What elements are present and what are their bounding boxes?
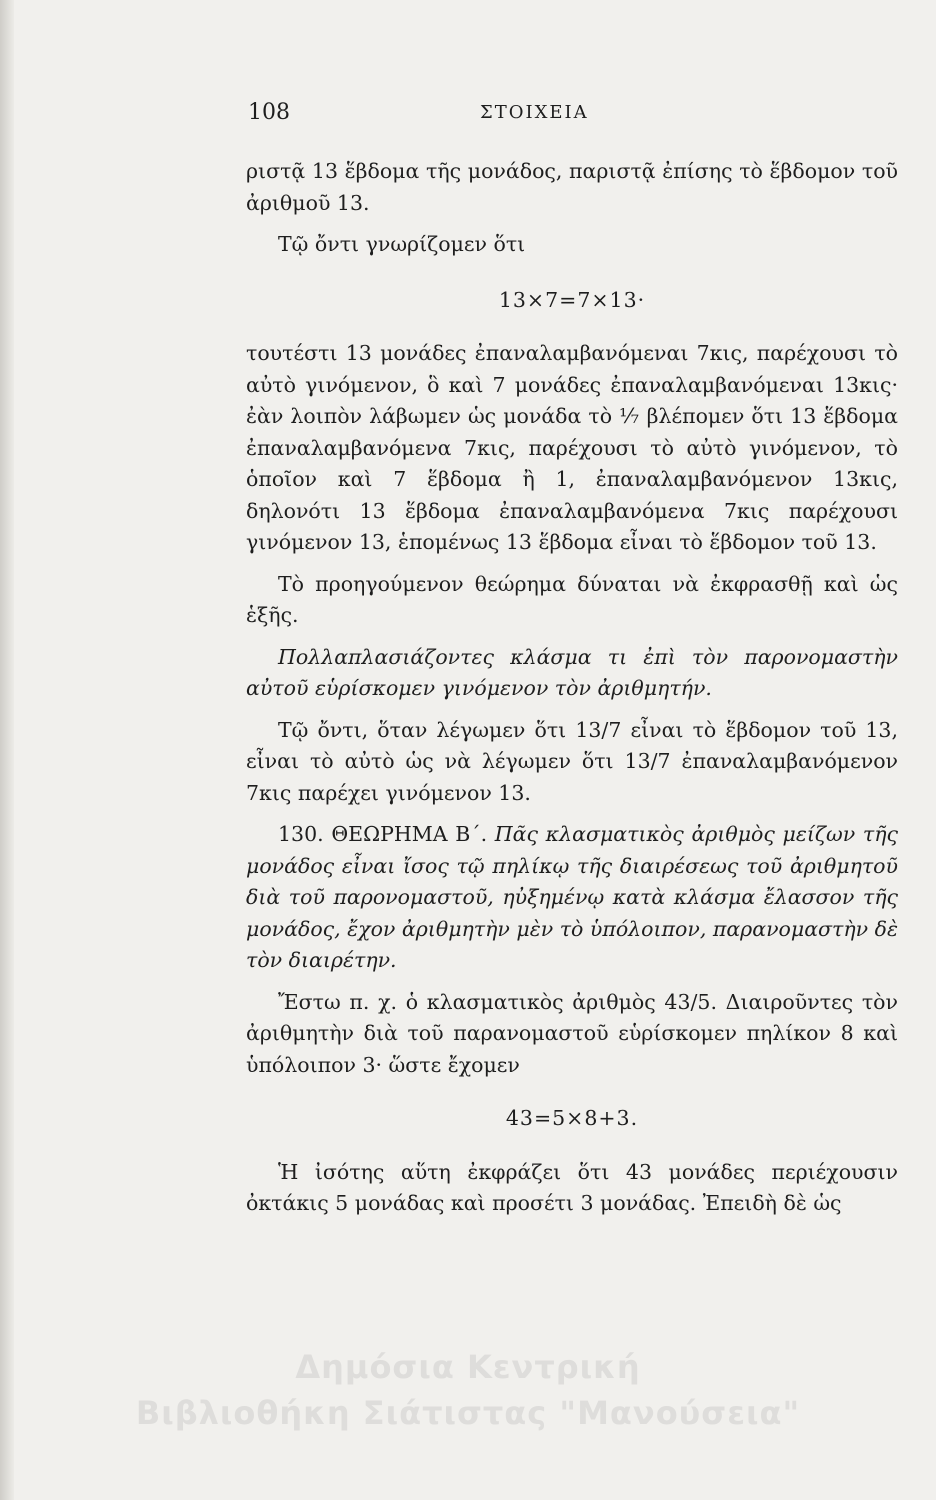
- library-watermark-line-2: Βιβλιοθήκη Σιάτιστας "Μανούσεια": [135, 1394, 801, 1432]
- paragraph-continuation: ριστᾷ 13 ἕβδομα τῆς μονάδος, παριστᾷ ἐπίσης τὸ ἕβδομον τοῦ ἀριθμοῦ 13.: [246, 159, 898, 215]
- library-watermark-line-1: Δημόσια Κεντρική: [295, 1348, 641, 1386]
- paragraph-conclusion: Ἡ ἰσότης αὕτη ἐκφράζει ὅτι 43 μονάδες περιέχουσιν ὀκτάκις 5 μονάδας καὶ προσέτι 3 μονάδας. Ἐπειδὴ δὲ ὡς: [246, 1159, 898, 1215]
- page-number: 108: [248, 100, 290, 125]
- paragraph-proof: Τῷ ὄντι, ὅταν λέγωμεν ὅτι 13/7 εἶναι τὸ ἕβδομον τοῦ 13, εἶναι τὸ αὐτὸ ὡς νὰ λέγωμεν ὅτι 13/7 ἐπαναλαμβανόμενον 7κις παρέχει γινόμενον 13.: [246, 717, 898, 805]
- paragraph-restatement: Τὸ προηγούμενον θεώρημα δύναται νὰ ἐκφρασθῇ καὶ ὡς ἑξῆς.: [246, 571, 898, 627]
- page-body: [246, 156, 898, 1220]
- page-header: [248, 86, 898, 126]
- equation-2: 43=5×8+3.: [505, 1106, 639, 1130]
- paragraph-intro: Τῷ ὄντι γνωρίζομεν ὅτι: [278, 232, 526, 256]
- theorem-block: [246, 819, 898, 977]
- paragraph-explanation: τουτέστι 13 μονάδες ἐπαναλαμβανόμεναι 7κις, παρέχουσι τὸ αὐτὸ γινόμενον, ὃ καὶ 7 μονάδες ἐπαναλαμβανόμεναι 13κις· ἐὰν λοιπὸν λάβωμεν ὡς μονάδα τὸ ⅐ βλέπομεν ὅτι 13 ἕβδομα ἐπαναλαμβανόμενα 7κις, παρέχουσι τὸ αὐτὸ γινόμενον, τὸ ὁποῖον καὶ 7 ἕβδομα ἢ 1, ἐπαναλαμβανόμενον 13κις, δηλονότι 13 ἕβδομα ἐπαναλαμβανόμενα 7κις παρέχουσι γινόμενον 13, ἑπομένως 13 ἕβδομα εἶναι τὸ ἕβδομον τοῦ 13.: [246, 341, 898, 554]
- theorem-label: 130. ΘΕΩΡΗΜΑ Β΄.: [278, 822, 488, 846]
- page-edge: [0, 0, 14, 1500]
- equation-1: 13×7=7×13·: [498, 287, 646, 312]
- paragraph-example: Ἔστω π. χ. ὁ κλασματικὸς ἀριθμὸς 43/5. Διαιροῦντες τὸν ἀριθμητὴν διὰ τοῦ παρανομαστοῦ εὑρίσκομεν πηλίκον 8 καὶ ὑπόλοιπον 3· ὥστε ἔχομεν: [246, 989, 898, 1077]
- paragraph-proposition: Πολλαπλασιάζοντες κλάσμα τι ἐπὶ τὸν παρονομαστὴν αὐτοῦ εὑρίσκομεν γινόμενον τὸν ἀριθμητήν.: [246, 644, 898, 700]
- theorem-statement: Πᾶς κλασματικὸς ἀριθμὸς μείζων τῆς μονάδος εἶναι ἴσος τῷ πηλίκῳ τῆς διαιρέσεως τοῦ ἀριθμητοῦ διὰ τοῦ παρονομαστοῦ, ηὐξημένῳ κατὰ κλάσμα ἔλασσον τῆς μονάδος, ἔχον ἀριθμητὴν μὲν τὸ ὑπόλοιπον, παρανομαστὴν δὲ τὸν διαιρέτην.: [246, 822, 898, 972]
- running-title: ΣΤΟΙΧΕΙΑ: [480, 102, 589, 123]
